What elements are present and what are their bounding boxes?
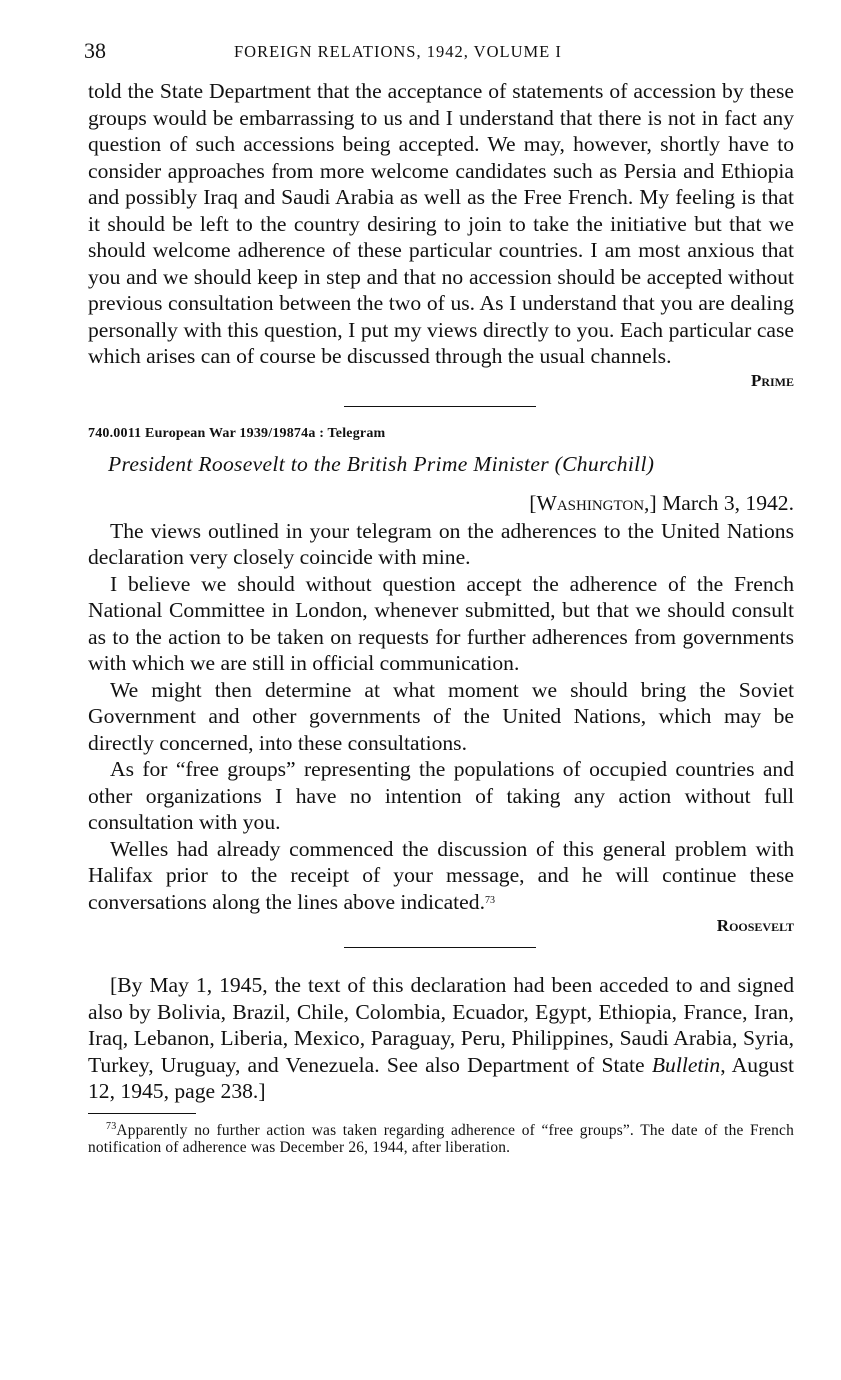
- running-head: [84, 30, 794, 64]
- dateline: [88, 490, 794, 516]
- churchill-telegram-continuation: told the State Department that the acceptance of statements of accession by these groups would be embarrassing to us and I understand that there is not in fact any question of such accessions being accepted. We may, however, shortly have to consider approaches from more welcome candidates such as Persia and Ethiopia and possibly Iraq and Saudi Arabia as well as the Free French. My feeling is that it should be left to the country desiring to join to take the initiative but that we should welcome adherence of these particular countries. I am most anxious that you and we should keep in step and that no accession should be accepted without previous consultation between the two of us. As I understand that you are dealing personally with this question, I put my views directly to you. Each particular case which arises can of course be discussed through the usual channels.: [88, 79, 794, 368]
- bulletin-title: Bulletin: [651, 1052, 721, 1077]
- dateline-place: [Washington,]: [529, 490, 657, 515]
- footnote-divider: [88, 1113, 196, 1114]
- page-number: 38: [84, 38, 106, 63]
- roosevelt-paragraph-text: Welles had already commenced the discussion of this general problem with Halifax prior to the receipt of your message, and he will continue these conversations along the lines above indicated.: [88, 836, 794, 914]
- prime-signature: Prime: [750, 370, 794, 390]
- heading-close: ): [646, 451, 655, 476]
- document-heading: [108, 452, 794, 477]
- roosevelt-paragraph-last: [88, 836, 794, 916]
- roosevelt-paragraph: I believe we should without question accept the adherence of the French National Committee in London, whenever submitted, but that we should consult as to the action to be taken on requests for further adherences from governments with which we are still in official communication.: [88, 571, 794, 675]
- roosevelt-paragraph: The views outlined in your telegram on the adherences to the United Nations declaration very closely coincide with mine.: [88, 518, 794, 569]
- editorial-note-end: , August 12, 1945, page 238.]: [88, 1052, 795, 1103]
- footnote: [88, 1122, 794, 1156]
- section-divider: [344, 947, 536, 948]
- section-divider: [344, 406, 536, 407]
- dateline-date: March 3, 1942.: [662, 490, 794, 515]
- document-page: [84, 30, 795, 1156]
- footnote-reference: 73: [484, 894, 495, 906]
- heading-text: President Roosevelt to the British Prime Minister (: [108, 451, 563, 476]
- editorial-note-text: [By May 1, 1945, the text of this declaration had been acceded to and signed also by Bolivia, Brazil, Chile, Colombia, Ecuador, Egypt, Ethiopia, France, Iran, Iraq, Lebanon, Liberia, Mexico, Paraguay, Peru, Philippines, Saudi Arabia, Syria, Turkey, Uruguay, and Venezuela. See also Department of State: [88, 973, 794, 1077]
- footnote-marker: 73: [106, 1120, 117, 1132]
- footnote-text: Apparently no further action was taken regarding adherence of “free groups”. The date of the French notification of adherence was December 26, 1944, after liberation.: [88, 1121, 794, 1156]
- roosevelt-paragraph: As for “free groups” representing the populations of occupied countries and other organizations I have no intention of taking any action without full consultation with you.: [88, 757, 794, 834]
- running-head-title: FOREIGN RELATIONS, 1942, VOLUME I: [234, 42, 562, 61]
- roosevelt-paragraph: We might then determine at what moment we should bring the Soviet Government and other governments of the United Nations, which may be directly concerned, into these consultations.: [88, 677, 794, 755]
- file-reference: 740.0011 European War 1939/19874a : Telegram: [88, 425, 386, 441]
- heading-name: Churchill: [562, 451, 647, 476]
- roosevelt-signature: Roosevelt: [716, 916, 794, 935]
- editorial-note: [88, 972, 794, 1105]
